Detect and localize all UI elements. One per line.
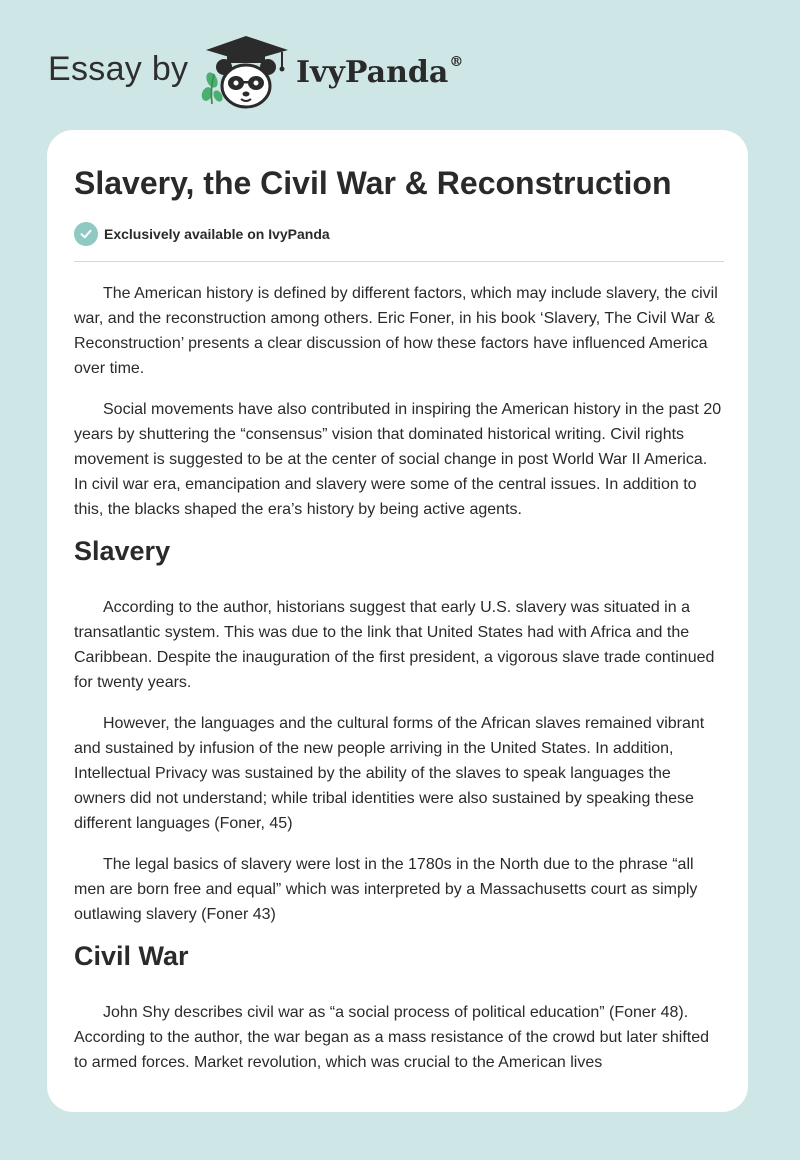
paragraph: The legal basics of slavery were lost in the 1780s in the North due to the phrase “all men are born free and equal” which was interpreted by a Massachusetts court as simply outlawing slavery (Foner 43): [74, 856, 698, 923]
section-heading: Civil War: [74, 941, 189, 971]
check-circle-icon: [74, 222, 98, 246]
divider: [74, 261, 724, 262]
registered-mark: ®: [449, 54, 464, 70]
essay-by-label: Essay by: [48, 50, 189, 88]
essay-body: [74, 281, 724, 1075]
paragraph: The American history is defined by different factors, which may include slavery, the civil war, and the reconstruction among others. Eric Foner, in his book ‘Slavery, The Civil War & Reconstruction’ presents a clear discussion of how these factors have influenced America over time.: [74, 285, 718, 377]
paragraph: John Shy describes civil war as “a social process of political education” (Foner 48). According to the author, the war began as a mass resistance of the crowd but later shifted to armed forces. Market revolution, which was crucial to the American lives: [74, 1004, 710, 1071]
site-header: [48, 34, 508, 114]
panda-graduate-icon[interactable]: [200, 34, 292, 112]
exclusive-label: Exclusively available on IvyPanda: [104, 226, 330, 242]
paragraph: Social movements have also contributed in inspiring the American history in the past 20 years by shuttering the “consensus” vision that dominated historical writing. Civil rights movement is suggested to be at the center of social change in post World War II America. In civil war era, emancipation and slavery were some of the central issues. In addition to this, the blacks shaped the era’s history by being active agents.: [74, 401, 722, 518]
essay-card: [47, 130, 748, 1112]
brand-logo-text[interactable]: [296, 54, 463, 90]
page-title: Slavery, the Civil War & Reconstruction: [74, 165, 672, 201]
exclusive-badge: [74, 221, 724, 247]
paragraph: According to the author, historians suggest that early U.S. slavery was situated in a transatlantic system. This was due to the link that United States had with Africa and the Caribbean. Despite the inauguration of the first president, a vigorous slave trade continued for twenty years.: [74, 599, 715, 691]
paragraph: However, the languages and the cultural forms of the African slaves remained vibrant and sustained by infusion of the new people arriving in the United States. In addition, Intellectual Privacy was sustained by the ability of the slaves to speak languages the owners did not understand; while tribal identities were also sustained by speaking these different languages (Foner, 45): [74, 715, 705, 832]
section-heading: Slavery: [74, 536, 171, 566]
brand-name: IvyPanda: [296, 55, 449, 90]
